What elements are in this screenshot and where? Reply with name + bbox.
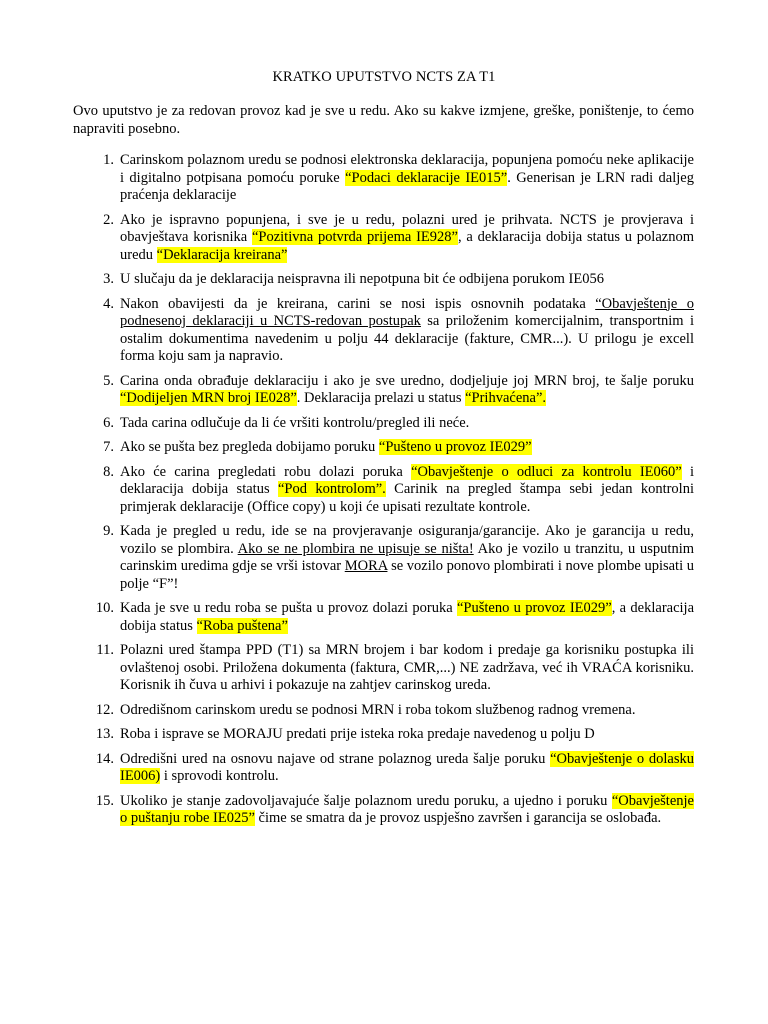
highlighted-term: “Obavještenje o odluci za kontrolu IE060” (411, 463, 682, 480)
highlighted-term: “Pod kontrolom”. (277, 481, 386, 497)
list-item-number: 5. (103, 372, 114, 389)
list-item-text: Ukoliko je stanje zadovoljavajuće šalje polaznom uredu poruku, a ujedno i poruku (120, 792, 612, 809)
list-item-number: 2. (103, 211, 114, 228)
list-item-text: sa priloženim komercijalnim, transportnim i ostalim dokumentima navedenim u polju 44 deklaracije (fakture, CMR...). U prilogu je excell forma koju sam ja napravio. (120, 313, 694, 364)
list-item (73, 439, 694, 457)
list-item-text: Ako je vozilo u tranzitu, u usputnim carinskim uredima gdje se vrši istovar (120, 540, 695, 574)
list-item-text: . Generisan je LRN radi daljeg praćenja deklaracije (120, 169, 694, 203)
list-item (73, 523, 694, 593)
list-item-number: 6. (103, 414, 114, 431)
list-item-text: . Deklaracija prelazi u status (296, 390, 466, 406)
highlighted-term: “Prihvaćena”. (465, 390, 547, 406)
list-item-text: Nakon obavijesti da je kreirana, carini se nosi ispis osnovnih podataka (120, 295, 596, 312)
list-item-text: Ako će carina pregledati robu dolazi poruka (120, 463, 412, 480)
list-item (73, 600, 694, 635)
steps-list (73, 152, 694, 835)
list-item (73, 793, 694, 828)
list-item-number: 11. (96, 642, 114, 658)
list-item (73, 271, 694, 289)
list-item-number: 1. (103, 152, 114, 168)
highlighted-term: “Pušteno u provoz IE029” (456, 600, 612, 616)
highlighted-term: “Pozitivna potvrda prijema IE928” (251, 229, 458, 245)
list-item-text: Carina onda obrađuje deklaraciju i ako je sve uredno, dodjeljuje joj MRN broj, te šalje poruku (120, 372, 694, 389)
highlighted-term: “Roba puštena” (196, 617, 288, 634)
underlined-text: MORA (344, 558, 388, 574)
underlined-text: “Obavještenje o podnesenoj deklaraciji u NCTS-redovan postupak (120, 295, 694, 329)
highlighted-term: “Obavještenje o dolasku IE006) (120, 750, 694, 784)
list-item (73, 464, 694, 517)
list-item-number: 14. (95, 750, 114, 767)
intro-paragraph: Ovo uputstvo je za redovan provoz kad je sve u redu. Ako su kakve izmjene, greške, poništenje, to ćemo napraviti posebno. (73, 103, 694, 137)
list-item-text: Ako se pušta bez pregleda dobijamo poruku (120, 439, 379, 455)
list-item-text: Odredišnom carinskom uredu se podnosi MRN i roba tokom službenog radnog vremena. (120, 701, 636, 718)
list-item-text: Kada je sve u redu roba se pušta u provoz dolazi poruka (120, 600, 457, 616)
list-item-number: 9. (103, 523, 114, 539)
highlighted-term: “Deklaracija kreirana” (156, 246, 288, 263)
list-item-number: 3. (103, 271, 114, 287)
list-item-number: 12. (95, 701, 114, 718)
list-item-text: se vozilo ponovo plombirati i nove plombe upisati u polje “F”! (120, 558, 694, 592)
list-item-text: Kada je pregled u redu, ide se na provjeravanje osiguranja/garancije. Ako je garancija u redu, vozilo se plombira. (120, 523, 694, 557)
list-item (73, 373, 694, 408)
list-item (73, 296, 694, 366)
highlighted-term: “Obavještenje o puštanju robe IE025” (120, 792, 694, 826)
list-item-number: 8. (103, 463, 114, 480)
list-item (73, 726, 694, 744)
list-item (73, 642, 694, 695)
list-item-text: Carinskom polaznom uredu se podnosi elektronska deklaracija, popunjena pomoću neke aplikacije i digitalno potpisana pomoću poruke (120, 152, 694, 186)
list-item-text: Polazni ured štampa PPD (T1) sa MRN brojem i bar kodom i predaje ga korisniku postupka ili ovlaštenoj osobi. Priložena dokumenta (faktura, CMR,...) NE zadržava, već ih VRAĆA korisniku. Korisnik ih čuva u arhivi i pokazuje na zahtjev carinskog ureda. (120, 642, 694, 693)
list-item-text: Tada carina odlučuje da li će vršiti kontrolu/pregled ili neće. (120, 414, 470, 431)
list-item-text: Ako je ispravno popunjena, i sve je u redu, polazni ured je prihvata. NCTS je provjerava i obavještava korisnika (120, 211, 694, 245)
list-item-text: i deklaracija dobija status (120, 463, 694, 497)
list-item (73, 415, 694, 433)
document-title: KRATKO UPUTSTVO NCTS ZA T1 (272, 69, 496, 85)
list-item-number: 4. (103, 295, 114, 312)
list-item (73, 751, 694, 786)
list-item (73, 702, 694, 720)
list-item (73, 212, 694, 265)
highlighted-term: “Pušteno u provoz IE029” (378, 439, 532, 455)
highlighted-term: “Dodijeljen MRN broj IE028” (120, 390, 297, 406)
list-item-text: , a deklaracija dobija status u polaznom uredu (120, 229, 694, 263)
list-item-text: Roba i isprave se MORAJU predati prije isteka roka predaje navedenog u polju D (120, 726, 595, 742)
list-item-number: 13. (95, 726, 114, 742)
list-item-number: 7. (103, 439, 114, 455)
list-item (73, 152, 694, 205)
underlined-text: Ako se ne plombira ne upisuje se ništa! (237, 540, 474, 557)
list-item-text: Odredišni ured na osnovu najave od strane polaznog ureda šalje poruku (120, 750, 551, 767)
list-item-text: i sprovodi kontrolu. (160, 768, 279, 784)
list-item-text: Carinik na pregled štampa sebi jedan kontrolni primjerak deklaracije (Office copy) u koji će upisati rezultate kontrole. (120, 481, 694, 515)
list-item-number: 15. (95, 792, 114, 809)
highlighted-term: “Podaci deklaracije IE015” (345, 169, 508, 186)
list-item-text: , a deklaracija dobija status (120, 600, 695, 634)
list-item-text: čime se smatra da je provoz uspješno završen i garancija se oslobađa. (254, 810, 662, 826)
list-item-text: U slučaju da je deklaracija neispravna ili nepotpuna bit će odbijena porukom IE056 (120, 271, 604, 287)
list-item-number: 10. (95, 600, 114, 616)
